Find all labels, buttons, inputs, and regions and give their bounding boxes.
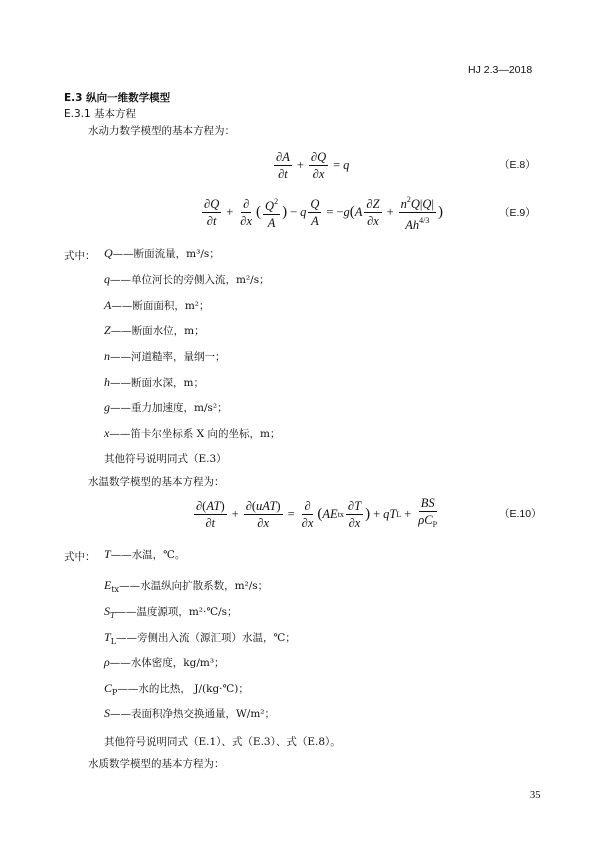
subsection-title: E.3.1 基本方程 [64,108,137,120]
e10-frac-BS-rhoC: $\frac{BS}{\rho C_P}$ [418,496,438,529]
hydro-var-g: g——重力加速度，m/s²； [104,400,228,414]
e9-frac-dZ-dx: $\frac{\partial Z}{\partial x}$ [366,197,380,228]
e10-frac-dAT-dt: $\frac{\partial(AT)}{\partial t}$ [196,498,225,530]
temp-var-ST: $S_T——$温度源项，m²·℃/s； [104,604,238,620]
hydro-var-h: h——断面水深，m； [104,375,204,389]
equation-e10: $\frac{\partial(AT)}{\partial t}$ + $\frac{\text{∂(uAT)}}{\partial x}$ = $\frac{\partial}{\partial x}$ ( AE tx $\frac{\partial T}{\partial x}$ ) + qT L + $\frac{BS}{\rho C_P}$ [192,496,441,532]
hydro-var-q: q——单位河长的旁侧入流，m²/s； [104,272,270,286]
e9-frac-dQ-dt: $\frac{\partial Q}{\partial t}$ [204,197,220,228]
equation-e9: $\frac{\partial Q}{\partial t}$ + $\frac{\partial}{\partial x}$ ( $\frac{Q^2}{A}$ ) − q $\frac{Q}{A}$ = − g ( A $\frac{\partial Z}{\partial x}$ + $\frac{n^2Q|Q|}{Ah^{4/3}}$ ) [204,195,443,232]
e9-frac-d-dx: $\frac{\partial}{\partial x}$ [240,197,253,228]
temp-var-rho: ρ——水体密度，kg/m³； [104,655,225,669]
e10-frac-duAT-dx: $\frac{\text{∂(uAT)}}{\partial x}$ [245,498,281,530]
temp-var-Etx: $E_{tx}——$水温纵向扩散系数，m²/s； [104,578,269,594]
e10-frac-dT-dx: $\frac{\partial T}{\partial x}$ [347,498,362,530]
temp-var-T: T——水温，℃。 [104,547,186,561]
e8-frac-dA-dt: $\frac{\partial A}{\partial t}$ [276,150,290,181]
standard-code: HJ 2.3—2018 [468,64,533,76]
e10-frac-d-dx: $\frac{\partial}{\partial x}$ [301,498,314,530]
section-title: E.3 纵向一维数学模型 [64,92,171,104]
intro-quality-text: 水质数学模型的基本方程为： [88,758,225,770]
hydro-var-x: x——笛卡尔坐标系 X 向的坐标，m； [104,426,281,440]
hydro-var-Z: Z——断面水位，m； [104,323,205,337]
e8-frac-dQ-dx: $\frac{\partial Q}{\partial x}$ [310,150,327,181]
equation-number-e10: （E.10） [499,508,542,520]
page-number: 35 [530,790,541,801]
e9-frac-friction: $\frac{n^2Q|Q|}{Ah^{4/3}}$ [400,195,434,232]
equation-number-e8: （E.8） [499,159,536,171]
equation-number-e9: （E.9） [499,207,536,219]
hydro-var-n: n——河道糙率，量纲一； [104,349,226,363]
hydro-var-Q: Q——断面流量，m³/s； [104,246,220,260]
temp-var-S: S——表面积净热交换通量，W/m²； [104,706,275,720]
other-hydro-note: 其他符号说明同式（E.3） [104,453,227,465]
intro-hydro-text: 水动力数学模型的基本方程为： [88,125,235,137]
e9-frac-Q2-A: $\frac{Q^2}{A}$ [265,197,279,230]
where-label-1: 式中： [64,250,96,262]
hydro-var-A: A——断面面积，m²； [104,298,210,312]
equation-e8: $\frac{\partial A}{\partial t}$ + $\frac{\partial Q}{\partial x}$ = q [276,150,350,181]
e9-frac-Q-A: $\frac{Q}{A}$ [310,197,320,228]
intro-temp-text: 水温数学模型的基本方程为： [88,476,225,488]
temp-var-CP: $C_P——$水的比热， J/(kg·℃)； [104,681,249,697]
temp-var-TL: $T_L——$旁侧出入流（源汇项）水温，℃； [104,630,296,646]
other-temp-note: 其他符号说明同式（E.1）、式（E.3）、式（E.8）。 [104,736,341,748]
where-label-2: 式中： [64,551,96,563]
